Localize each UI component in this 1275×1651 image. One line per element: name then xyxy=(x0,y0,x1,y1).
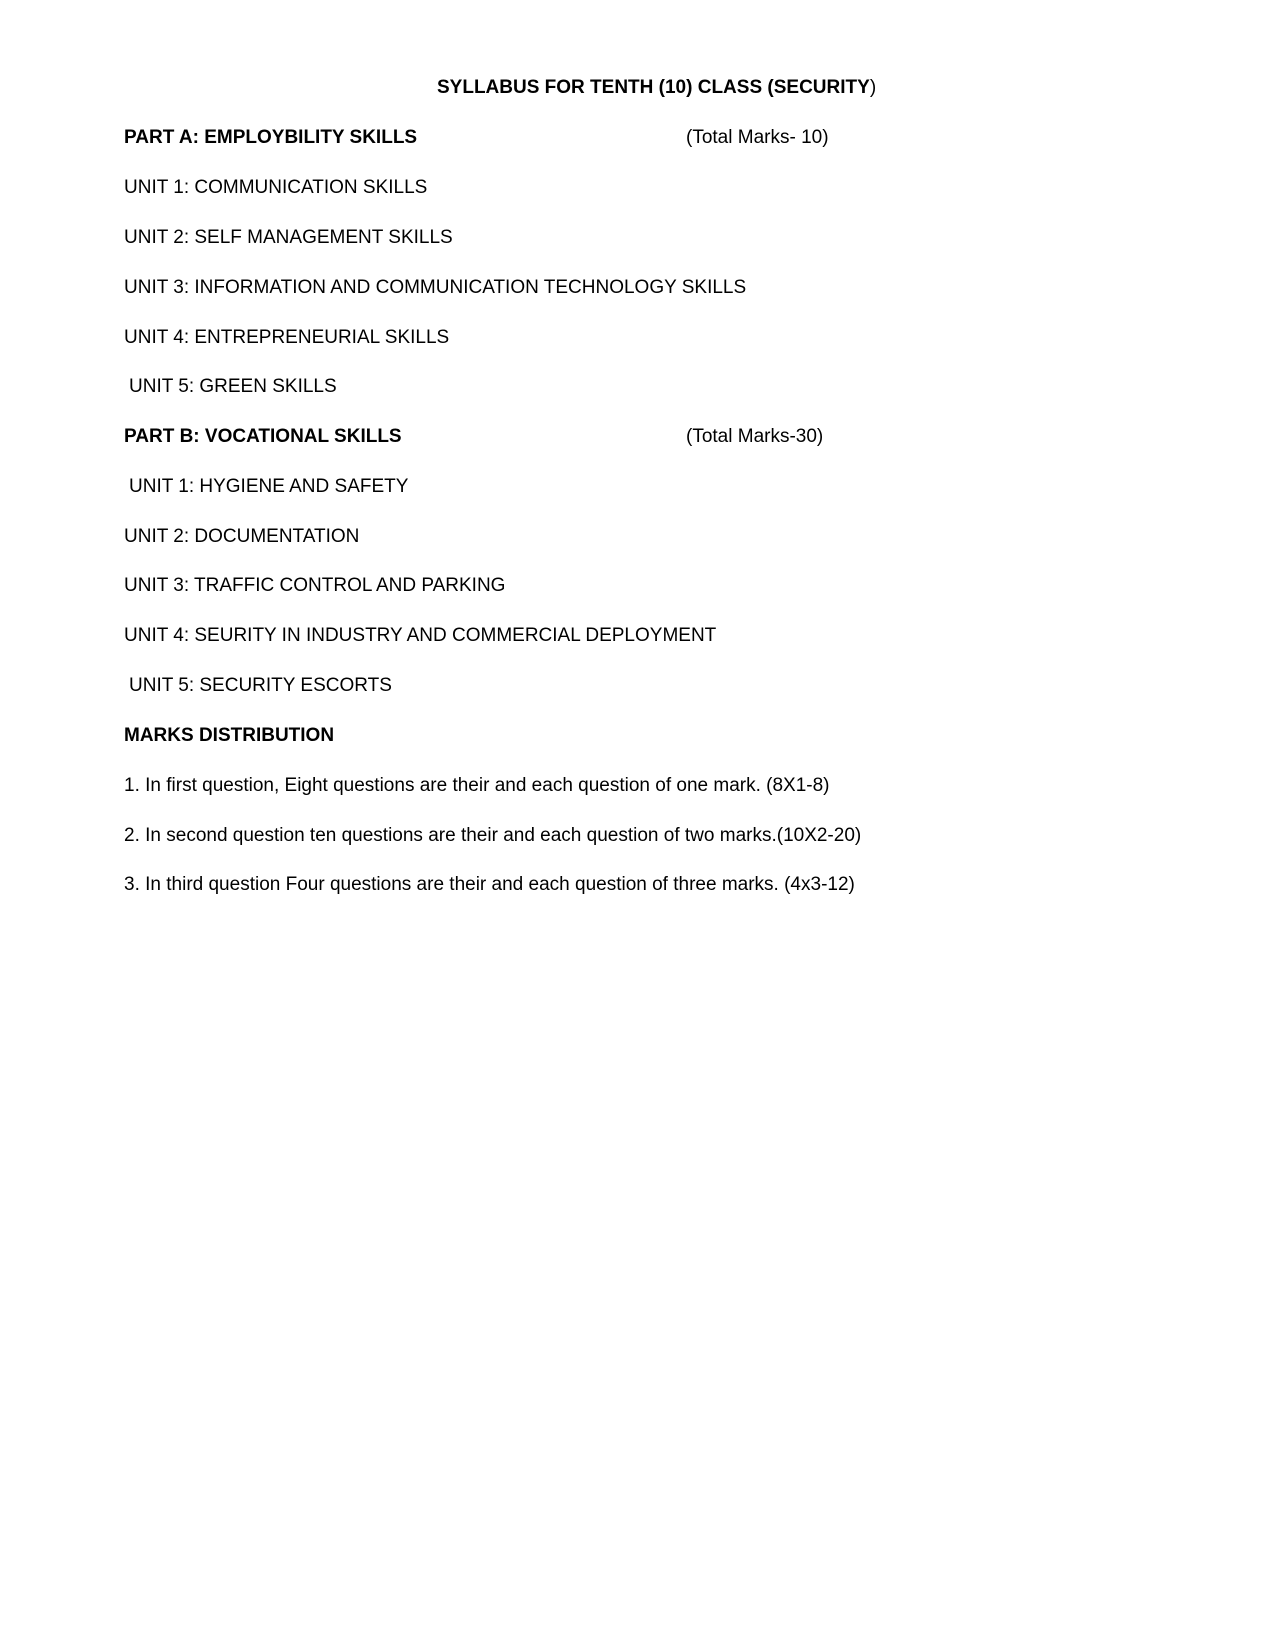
document-title-text: SYLLABUS FOR TENTH (10) CLASS (SECURITY xyxy=(437,77,870,98)
part-b-heading: PART B: VOCATIONAL SKILLS xyxy=(124,426,402,447)
part-a-heading: PART A: EMPLOYBILITY SKILLS xyxy=(124,127,418,148)
document-title xyxy=(437,78,876,97)
part-a-total-marks: (Total Marks- 10) xyxy=(686,127,829,148)
marks-distribution-item-2: 2. In second question ten questions are their and each question of two marks.(10X2-20) xyxy=(124,825,862,846)
marks-distribution-item-1: 1. In first question, Eight questions are their and each question of one mark. (8X1-8) xyxy=(124,775,830,796)
document-title-close: ) xyxy=(869,77,877,98)
part-b-unit-4: UNIT 4: SEURITY IN INDUSTRY AND COMMERCIAL DEPLOYMENT xyxy=(124,625,717,646)
part-b-unit-1: UNIT 1: HYGIENE AND SAFETY xyxy=(129,476,409,497)
part-b-unit-2: UNIT 2: DOCUMENTATION xyxy=(124,526,360,547)
part-b-unit-3: UNIT 3: TRAFFIC CONTROL AND PARKING xyxy=(124,575,506,596)
part-a-unit-2: UNIT 2: SELF MANAGEMENT SKILLS xyxy=(124,227,453,248)
marks-distribution-item-3: 3. In third question Four questions are their and each question of three marks. (4x3-12) xyxy=(124,874,855,895)
marks-distribution-heading: MARKS DISTRIBUTION xyxy=(124,725,335,746)
part-a-unit-5: UNIT 5: GREEN SKILLS xyxy=(129,376,337,397)
part-a-unit-3: UNIT 3: INFORMATION AND COMMUNICATION TECHNOLOGY SKILLS xyxy=(124,277,747,298)
part-a-unit-4: UNIT 4: ENTREPRENEURIAL SKILLS xyxy=(124,327,450,348)
part-b-total-marks: (Total Marks-30) xyxy=(686,426,824,447)
part-a-unit-1: UNIT 1: COMMUNICATION SKILLS xyxy=(124,177,428,198)
part-b-unit-5: UNIT 5: SECURITY ESCORTS xyxy=(129,675,392,696)
